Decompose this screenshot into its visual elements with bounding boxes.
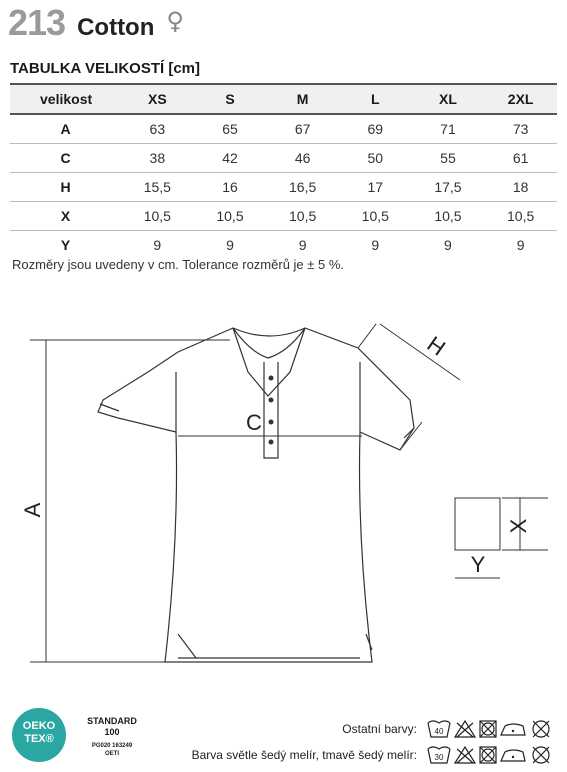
dimension-label-h: H bbox=[422, 331, 450, 361]
care-row-melange bbox=[192, 744, 553, 766]
table-row bbox=[10, 173, 557, 202]
certificate-code bbox=[72, 742, 152, 758]
table-cell: 17,5 bbox=[412, 173, 485, 202]
table-cell: 9 bbox=[371, 237, 380, 253]
table-cell: 63 bbox=[121, 114, 194, 144]
row-label: C bbox=[10, 144, 121, 173]
size-column-header: velikost bbox=[10, 84, 121, 114]
polo-shirt-measurement-diagram bbox=[0, 300, 567, 700]
placket-buttons bbox=[269, 376, 274, 445]
iron-low-icon bbox=[501, 724, 525, 735]
dimension-label-y: Y bbox=[470, 552, 486, 577]
table-cell: 42 bbox=[194, 144, 267, 173]
dimension-label-c: C bbox=[246, 410, 262, 435]
size-table-title: TABULKA VELIKOSTÍ [cm] bbox=[10, 60, 200, 77]
table-row bbox=[10, 144, 557, 173]
button bbox=[269, 376, 274, 381]
female-symbol-icon: ♀ bbox=[166, 7, 184, 35]
size-header-s: S bbox=[194, 84, 267, 114]
wash-temperature: 40 bbox=[434, 727, 444, 736]
table-cell: 10,5 bbox=[194, 202, 267, 231]
table-cell: 10,5 bbox=[266, 202, 339, 231]
button bbox=[269, 440, 274, 445]
size-header-xs: XS bbox=[121, 84, 194, 114]
table-row bbox=[10, 231, 557, 260]
table-cell: 15,5 bbox=[121, 173, 194, 202]
model-number: 213 bbox=[8, 2, 66, 43]
care-label-other-colors: Ostatní barvy: bbox=[342, 722, 417, 736]
table-cell: 16,5 bbox=[266, 173, 339, 202]
table-cell: 73 bbox=[484, 114, 557, 144]
table-cell: 61 bbox=[484, 144, 557, 173]
iron-low-icon bbox=[501, 750, 525, 761]
standard-line2: 100 bbox=[104, 727, 120, 737]
table-cell: 55 bbox=[412, 144, 485, 173]
care-symbols bbox=[427, 718, 553, 740]
care-icons-melange bbox=[427, 744, 553, 766]
model-name: Cotton bbox=[77, 14, 155, 41]
table-cell: 69 bbox=[339, 114, 412, 144]
size-header-m: M bbox=[266, 84, 339, 114]
standard-label bbox=[72, 716, 152, 738]
button bbox=[269, 420, 274, 425]
standard-line1: STANDARD bbox=[87, 716, 137, 726]
table-cell: 9 bbox=[153, 237, 162, 253]
oeko-badge-line1: OEKO bbox=[22, 720, 56, 732]
oeko-badge-line2: TEX® bbox=[24, 733, 54, 745]
tolerance-note: Rozměry jsou uvedeny v cm. Tolerance rozměrů je ± 5 %. bbox=[12, 257, 345, 272]
size-header-xl: XL bbox=[412, 84, 485, 114]
row-label: H bbox=[10, 173, 121, 202]
table-cell: 38 bbox=[121, 144, 194, 173]
dimension-lines bbox=[30, 324, 548, 662]
table-cell: 67 bbox=[266, 114, 339, 144]
wash-temperature: 30 bbox=[434, 753, 444, 762]
size-table bbox=[10, 83, 557, 259]
table-cell: 9 bbox=[516, 237, 525, 253]
care-symbols bbox=[427, 744, 553, 766]
care-row-other-colors bbox=[342, 718, 553, 740]
table-cell: 16 bbox=[194, 173, 267, 202]
table-row bbox=[10, 202, 557, 231]
table-cell: 17 bbox=[339, 173, 412, 202]
row-label: A bbox=[10, 114, 121, 144]
button bbox=[269, 398, 274, 403]
table-cell: 46 bbox=[266, 144, 339, 173]
oeko-tex-logo bbox=[12, 708, 66, 762]
care-label-melange: Barva světle šedý melír, tmavě šedý melír: bbox=[191, 748, 417, 762]
table-cell: 10,5 bbox=[412, 202, 485, 231]
row-label: X bbox=[10, 202, 121, 231]
table-cell: 71 bbox=[412, 114, 485, 144]
dimension-label-a: A bbox=[20, 502, 45, 518]
table-cell: 9 bbox=[226, 237, 234, 253]
table-cell: 65 bbox=[194, 114, 267, 144]
size-table-header-row bbox=[10, 84, 557, 114]
certificate-code-line1: PG020 163249 bbox=[91, 743, 133, 749]
table-cell: 9 bbox=[444, 237, 452, 253]
product-header bbox=[8, 2, 184, 42]
certificate-code-line2: OETI bbox=[104, 751, 119, 757]
care-icons-other-colors bbox=[427, 718, 553, 740]
row-label: Y bbox=[60, 237, 71, 253]
table-row bbox=[10, 114, 557, 144]
polo-shirt-outline bbox=[98, 328, 414, 662]
table-cell: 18 bbox=[484, 173, 557, 202]
dimension-label-x: X bbox=[506, 518, 531, 534]
table-cell: 10,5 bbox=[484, 202, 557, 231]
table-cell: 10,5 bbox=[121, 202, 194, 231]
table-cell: 10,5 bbox=[339, 202, 412, 231]
table-cell: 9 bbox=[298, 237, 307, 253]
size-header-2xl: 2XL bbox=[484, 84, 557, 114]
size-header-l: L bbox=[339, 84, 412, 114]
table-cell: 50 bbox=[339, 144, 412, 173]
